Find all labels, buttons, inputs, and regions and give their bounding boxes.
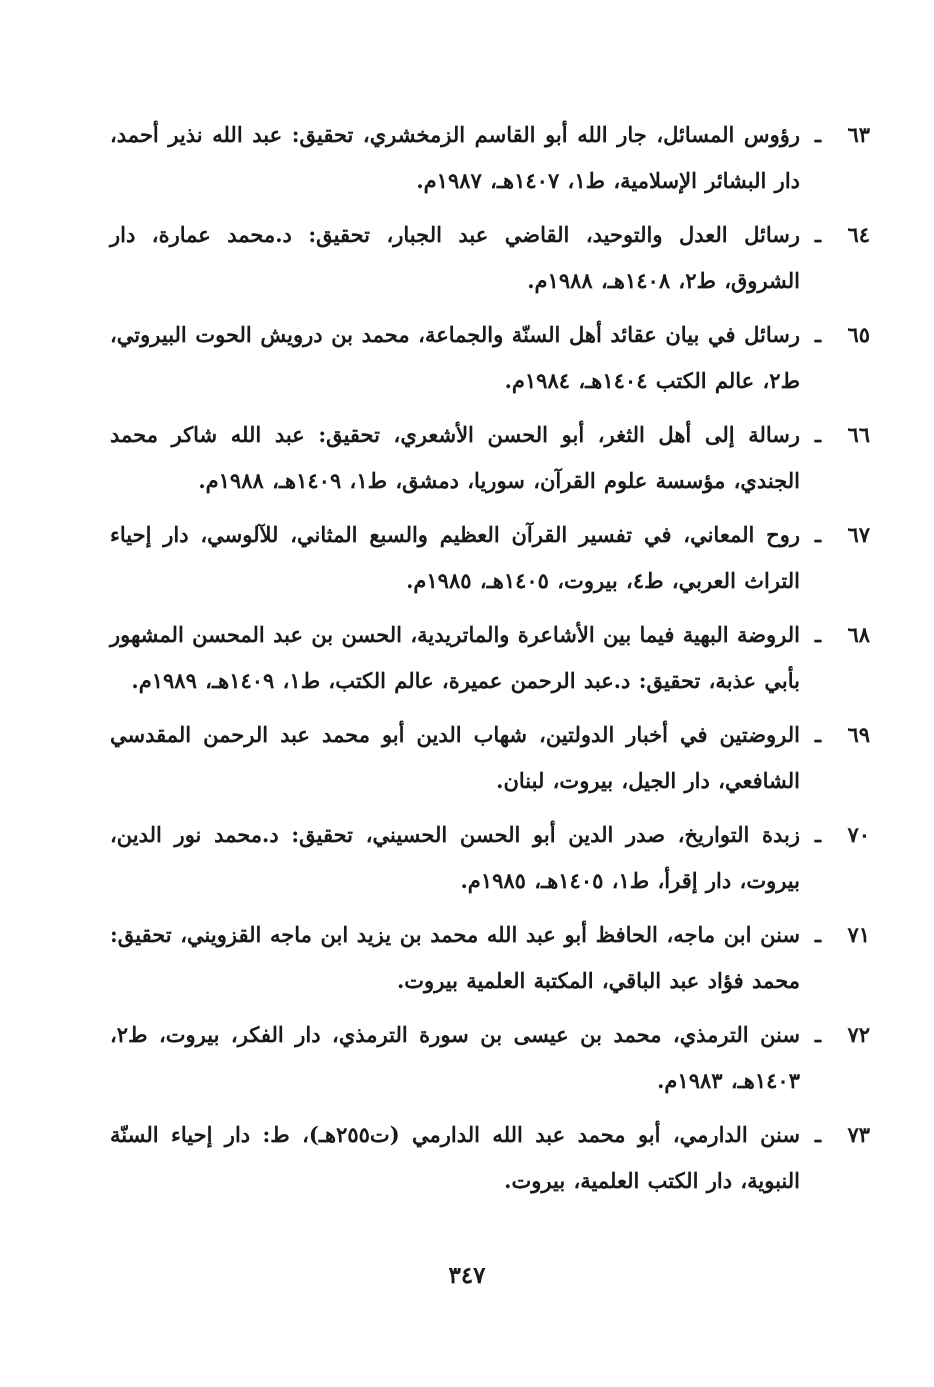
entry-number: ٦٨ xyxy=(847,622,870,647)
entry-number: ٧١ xyxy=(847,922,870,947)
entry-dash: ـ xyxy=(814,922,822,947)
entry-number: ٧٢ xyxy=(847,1022,870,1047)
entry-dash: ـ xyxy=(814,722,822,747)
entry-number: ٦٧ xyxy=(847,522,870,547)
bibliography-entry xyxy=(110,1012,870,1104)
entry-dash: ـ xyxy=(814,322,822,347)
entry-text: سنن الدارمي، أبو محمد عبد الله الدارمي (ت٢٥٥هـ)، ط: دار إحياء السنّة النبوية، دار الكتب العلمية، بيروت. xyxy=(110,1122,800,1193)
entry-text: روح المعاني، في تفسير القرآن العظيم والسبع المثاني، للآلوسي، دار إحياء التراث العربي، ط٤، بيروت، ١٤٠٥هـ، ١٩٨٥م. xyxy=(110,522,800,593)
entry-text: رؤوس المسائل، جار الله أبو القاسم الزمخشري، تحقيق: عبد الله نذير أحمد، دار البشائر الإسلامية، ط١، ١٤٠٧هـ، ١٩٨٧م. xyxy=(110,122,800,193)
bibliography-list xyxy=(110,112,870,1212)
bibliography-entry xyxy=(110,112,870,204)
bibliography-entry xyxy=(110,712,870,804)
bibliography-entry xyxy=(110,512,870,604)
entry-number: ٦٩ xyxy=(847,722,870,747)
entry-number: ٦٥ xyxy=(847,322,870,347)
entry-number: ٦٤ xyxy=(847,222,870,247)
entry-text: سنن ابن ماجه، الحافظ أبو عبد الله محمد بن يزيد ابن ماجه القزويني، تحقيق: محمد فؤاد عبد الباقي، المكتبة العلمية بيروت. xyxy=(110,922,800,993)
bibliography-entry xyxy=(110,312,870,404)
page-number: ٣٤٧ xyxy=(448,1262,486,1289)
bibliography-entry xyxy=(110,412,870,504)
entry-dash: ـ xyxy=(814,522,822,547)
entry-text: رسائل العدل والتوحيد، القاضي عبد الجبار، تحقيق: د.محمد عمارة، دار الشروق، ط٢، ١٤٠٨هـ، ١٩٨٨م. xyxy=(110,222,800,293)
bibliography-entry xyxy=(110,1112,870,1204)
entry-text: الروضة البهية فيما بين الأشاعرة والماتريدية، الحسن بن عبد المحسن المشهور بأبي عذبة، تحقيق: د.عبد الرحمن عميرة، عالم الكتب، ط١، ١٤٠٩هـ، ١٩٨٩م. xyxy=(110,622,800,693)
entry-dash: ـ xyxy=(814,422,822,447)
bibliography-entry xyxy=(110,812,870,904)
entry-dash: ـ xyxy=(814,222,822,247)
entry-dash: ـ xyxy=(814,822,822,847)
entry-text: رسالة إلى أهل الثغر، أبو الحسن الأشعري، تحقيق: عبد الله شاكر محمد الجندي، مؤسسة علوم القرآن، سوريا، دمشق، ط١، ١٤٠٩هـ، ١٩٨٨م. xyxy=(110,422,800,493)
bibliography-entry xyxy=(110,912,870,1004)
entry-dash: ـ xyxy=(814,1022,822,1047)
entry-text: زبدة التواريخ، صدر الدين أبو الحسن الحسيني، تحقيق: د.محمد نور الدين، بيروت، دار إقرأ، ط١، ١٤٠٥هـ، ١٩٨٥م. xyxy=(110,822,800,893)
entry-text: الروضتين في أخبار الدولتين، شهاب الدين أبو محمد عبد الرحمن المقدسي الشافعي، دار الجيل، بيروت، لبنان. xyxy=(110,722,800,793)
entry-number: ٧٣ xyxy=(847,1122,870,1147)
entry-number: ٦٣ xyxy=(847,122,870,147)
entry-number: ٦٦ xyxy=(847,422,870,447)
bibliography-entry xyxy=(110,612,870,704)
entry-text: سنن الترمذي، محمد بن عيسى بن سورة الترمذي، دار الفكر، بيروت، ط٢، ١٤٠٣هـ، ١٩٨٣م. xyxy=(110,1022,800,1093)
entry-dash: ـ xyxy=(814,122,822,147)
bibliography-entry xyxy=(110,212,870,304)
entry-text: رسائل في بيان عقائد أهل السنّة والجماعة، محمد بن درويش الحوت البيروتي، ط٢، عالم الكتب ١٤٠٤هـ، ١٩٨٤م. xyxy=(110,322,800,393)
entry-dash: ـ xyxy=(814,622,822,647)
entry-number: ٧٠ xyxy=(847,822,870,847)
entry-dash: ـ xyxy=(814,1122,822,1147)
